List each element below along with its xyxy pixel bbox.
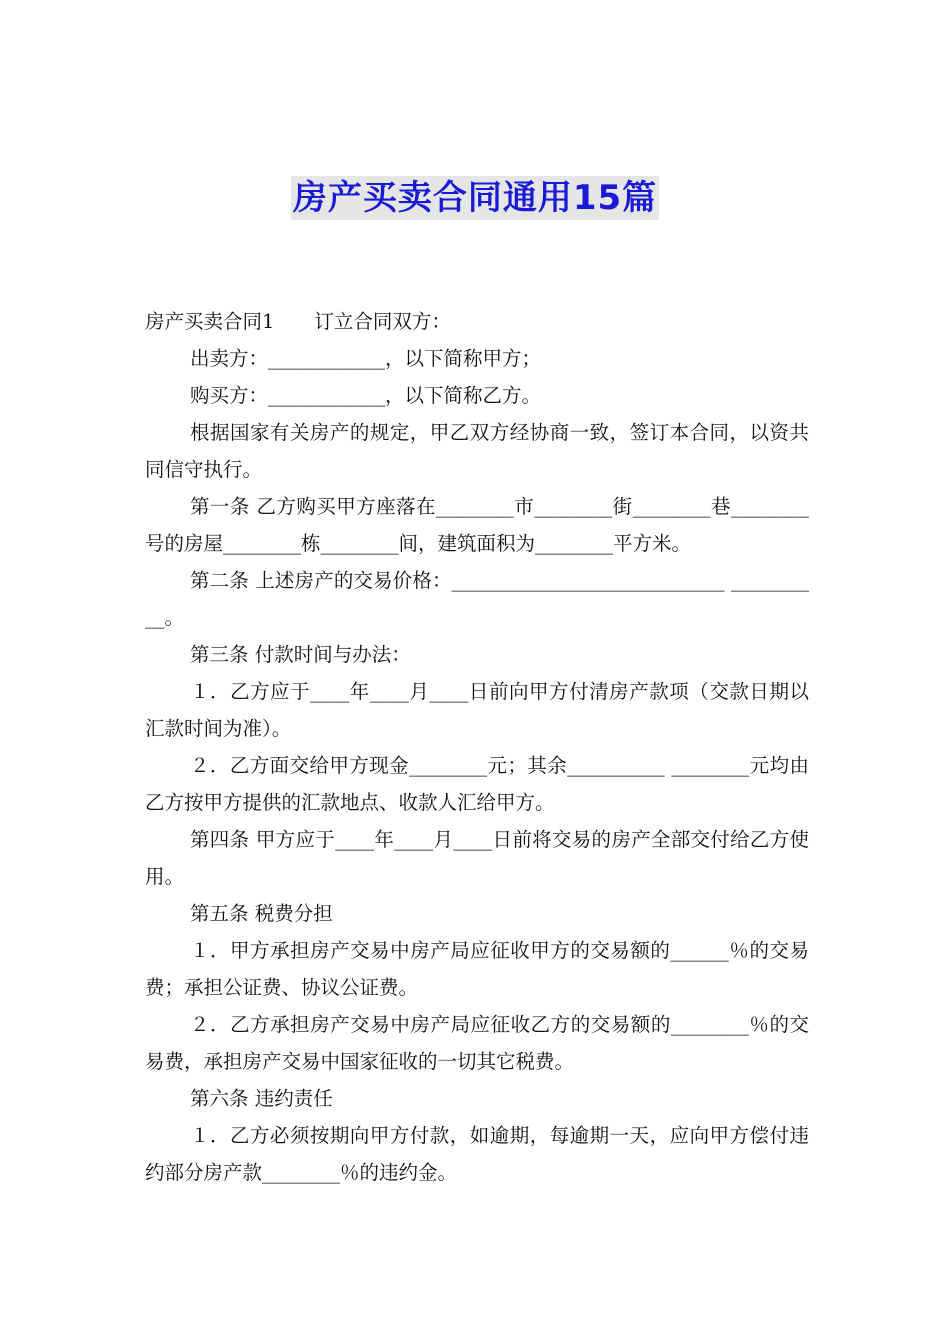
paragraph: ２．乙方面交给甲方现金________元；其余__________ ________元均由乙方按甲方提供的汇款地点、收款人汇给甲方。: [145, 754, 809, 814]
contract-heading-rest: 订立合同双方：: [314, 310, 451, 333]
paragraph: １．乙方必须按期向甲方付款，如逾期，每逾期一天，应向甲方偿付违约部分房产款________％的违约金。: [145, 1124, 809, 1184]
contract-heading-label: 房产买卖合同1: [145, 310, 275, 333]
paragraph: 第一条 乙方购买甲方座落在________市________街________巷________号的房屋________栋________间，建筑面积为________平方米。: [145, 495, 809, 555]
document-title: 房产买卖合同通用15篇: [292, 178, 658, 218]
title-container: [0, 176, 950, 220]
paragraph: 第六条 违约责任: [190, 1087, 333, 1110]
paragraph: 第三条 付款时间与办法：: [190, 643, 411, 666]
paragraph: ２．乙方承担房产交易中房产局应征收乙方的交易额的________％的交易费，承担房产交易中国家征收的一切其它税费。: [145, 1013, 809, 1073]
paragraph: 出卖方：____________，以下简称甲方；: [190, 347, 542, 370]
document-body: [145, 303, 809, 1191]
paragraph: 购买方：____________，以下简称乙方。: [190, 384, 542, 407]
paragraph: 根据国家有关房产的规定，甲乙双方经协商一致，签订本合同，以资共同信守执行。: [145, 421, 809, 481]
paragraph: １．甲方承担房产交易中房产局应征收甲方的交易额的______％的交易费；承担公证费、协议公证费。: [145, 939, 809, 999]
paragraph: 第四条 甲方应于____年____月____日前将交易的房产全部交付给乙方使用。: [145, 828, 809, 888]
paragraph: １．乙方应于____年____月____日前向甲方付清房产款项（交款日期以汇款时间为准）。: [145, 680, 809, 740]
paragraph: 第五条 税费分担: [190, 902, 333, 925]
paragraph: 第二条 上述房产的交易价格：____________________________ __________。: [145, 569, 809, 629]
contract-heading: [145, 303, 809, 340]
